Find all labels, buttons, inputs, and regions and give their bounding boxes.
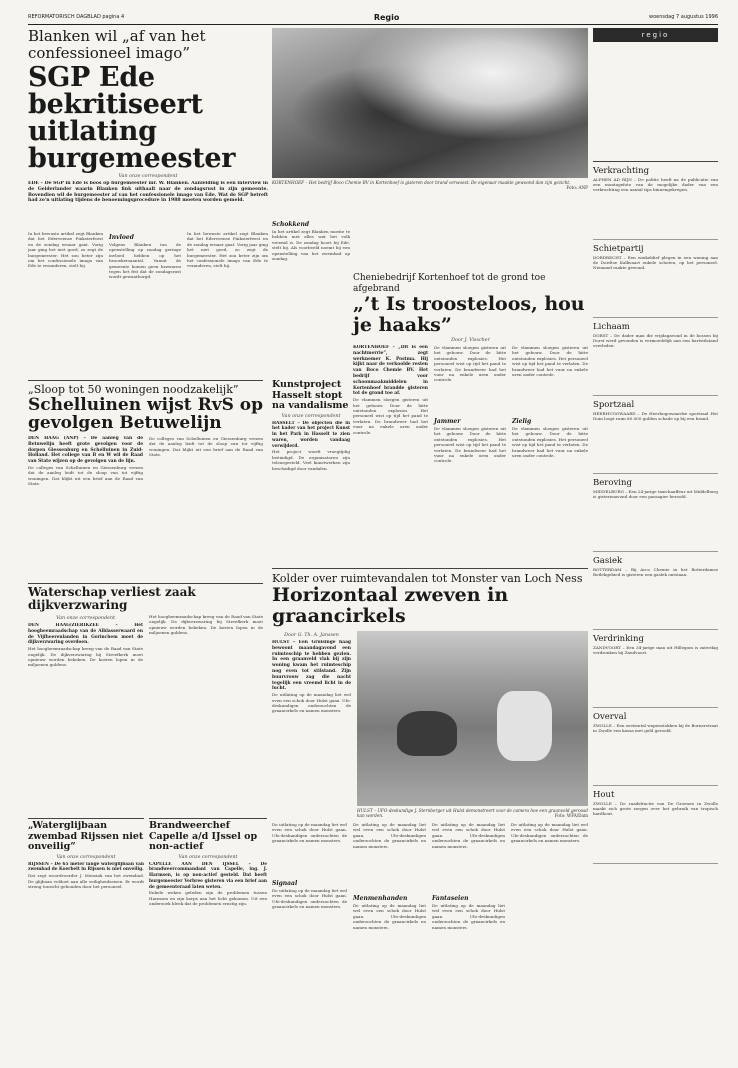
sgp-kicker: Blanken wil „af van het confessioneel imago” (28, 27, 206, 62)
hasselt-lead: HASSELT – De objecten die in het kader van het project Kunst in het Park in Hasselt te zien waren, worden vandaag verwijderd. (272, 420, 350, 449)
kolder-body-5: De uitlating op de maandag liet wel even een schok door Hulst gaan. Ufo-deskundigen onderzochten de graancirkels en namen monsters. (353, 903, 426, 930)
sgp-byline: Van onze correspondent (118, 174, 178, 179)
kolder-kicker: Kolder over ruimtevandalen tot Monster van Loch Ness (272, 572, 583, 585)
sidebar-item-body: DORDRECHT – Een winkeldief plegen in een woning aan de Dordtse Kalkvaart enkele schoten, op het personeel. Niemand raakte gewond. (593, 255, 718, 271)
sidebar (593, 28, 718, 1053)
kolder-sub-menmenhanden: Menmenhanden (353, 895, 408, 902)
chemie-body-2: De vlammen sloegen gisteren uit het gebouw. Door de hitte ontstonden explosies. Het personeel wist op tijd het pand te verlaten. De brandweer had het vuur na enkele uren onder controle. (434, 345, 506, 383)
fire-caption-text: KORTENHOEF – Het bedrijf Boco Chemie BV in Kortenhoef is gisteren door brand verwoest. De eigenaar maakte gewoond dan zijn gezicht. (272, 180, 571, 185)
kolder-body-2: De uitlating op de maandag liet wel even een schok door Hulst gaan. Ufo-deskundigen onderzochten de graancirkels en namen monsters. (272, 822, 347, 844)
schelluinen-lead: DEN HAAG (ANP) – De aanleg van de Betuwelijn heeft grote gevolgen voor de dorpen Giessenburg en Schelluinen in Zuid-Holland. Het college van B en W wil de Raad van State wijzen op de gevolgen van de lijn. (28, 436, 143, 465)
article-capelle (149, 818, 267, 1040)
top-photo-block (272, 112, 588, 190)
sidebar-item-body: DORST – De dader man die vrijdagavond in de bossen bij Dorst werd gevonden is vermoedelijk aan een hartstilstand overleden. (593, 333, 718, 349)
sidebar-item-title: Verdrinking (593, 634, 644, 644)
rijssen-headline: „Waterglijbaan zwembad Rijssen niet onveilig” (28, 820, 144, 852)
rijssen-body: Dat zegt woordvoerder J. Mensink van het zwembad. De glijbaan voldoet aan alle veiligheidseisen. Er wordt streng toezicht gehouden door het personeel. (28, 873, 144, 889)
sidebar-item-body: MIDDELBURG – Een 24-jarige taxichauffeur uit Middelburg is gisterenavond door een passagier beroofd. (593, 489, 718, 500)
chemie-kicker: Cheniebedrijf Kortenhoef tot de grond toe afgebrand (353, 273, 546, 294)
capelle-body: Enkele weken geleden zijn de problemen tussen Harmsen en zijn korps aan het licht gekomen. Uit een onderzoek bleek dat de problemen ernstig zijn. (149, 890, 267, 907)
kolder-lead: HULST – Een Gruisinge haag bewoont maandagavond een ruimteschip te hebben gezien. In een graanveld vlak bij zijn woning kwam het ruimteschip nog even tot stilstand. Zijn buurvrouw zag die nacht tegelijk een vreemd licht in de lucht. (272, 640, 351, 692)
kolder-body-7: De uitlating op de maandag liet wel even een schok door Hulst gaan. Ufo-deskundigen onderzochten de graancirkels en namen monsters. (432, 903, 505, 930)
hasselt-headline: Kunstproject Hasselt stopt na vandalisme (272, 379, 349, 411)
main-area (28, 28, 588, 1053)
schelluinen-headline: Schelluinen wijst RvS op gevolgen Betuwelijn (28, 395, 264, 433)
sidebar-item-title: Hout (593, 790, 615, 800)
sidebar-item-body: ROTTERDAM – Bij Arco Chemie in het Rotterdamse Botlekgebied is gisteren een gaslek ontstaan. (593, 567, 718, 578)
chemie-lead: KORTENHOEF – „Dit is een nachtmerrie”, zegt werknemer K. Postma. Hij kijkt naar de verkoolde resten van Boco Chemie BV. Het bedrijf voor schoonmaakmiddelen in Kortenhoef brandde gisteren tot de grond toe af. (353, 345, 428, 397)
chemie-body: De vlammen sloegen gisteren uit het gebouw. Door de hitte ontstonden explosies. Het personeel wist op tijd het pand te verlaten. De brandweer had het vuur na enkele uren onder controle. (353, 397, 428, 435)
ufo-photo-credit: Foto: WFA/Dam (554, 813, 588, 818)
header-section: Regio (373, 12, 400, 22)
capelle-byline: Van onze correspondent (178, 854, 238, 860)
fire-photo-credit: Foto: ANP (566, 185, 588, 190)
sidebar-item (593, 790, 718, 864)
sidebar-item-body: ZANDVOORT – Een 34-jarige man uit Hillegom is zaterdag verdronken bij Zandvoort. (593, 645, 718, 656)
article-rijssen (28, 818, 144, 1023)
header-paper-name: REFORMATORISCH DAGBLAD pagina 4 (28, 14, 125, 20)
sidebar-item-title: Schietpartij (593, 244, 644, 254)
waterschap-body: Het hoogheemraadschap kreeg van de Raad van State ongelijk. De dijkverzwaring bij Streefkerk moet opnieuw worden bekeken. De kosten lopen in de miljoenen guldens. (28, 646, 143, 668)
header-rule (28, 24, 718, 25)
chemie-sub-zielig: Zielig (512, 418, 532, 425)
kolder-sub-signaal: Signaal (272, 880, 298, 887)
ufo-photo-caption (357, 808, 588, 818)
waterschap-lead: DEN HAAG/ZIERIKZEE – Het hoogheemraadschap van de Alblasserwaard en de Vijfheerenlanden in Gorinchem moet de dijkverzwaring overdoen. (28, 623, 143, 646)
chemie-sub-jammer: Jammer (434, 418, 461, 425)
chemie-byline: Door J. Visscher (451, 338, 490, 343)
kolder-byline: Door G. Th. A. Janssen (284, 633, 339, 638)
sidebar-item (593, 556, 718, 630)
sidebar-item (593, 634, 718, 708)
sgp-sub-invloed: Invloed (109, 234, 134, 241)
kolder-body-4: De uitlating op de maandag liet wel even een schok door Hulst gaan. Ufo-deskundigen onderzochten de graancirkels en namen monsters. (353, 822, 426, 849)
sidebar-item (593, 400, 718, 474)
rijssen-lead: RIJSSEN – De 65 meter lange waterglijbaan van zwembad de Koerbelt in Rijssen is niet onveilig. (28, 861, 144, 873)
article-chemie (353, 273, 588, 517)
sidebar-item (593, 322, 718, 396)
article-kolder (272, 568, 588, 997)
article-sgp (28, 28, 268, 417)
fire-photo-caption (272, 180, 588, 190)
ufo-caption-text: HULST – UFO-deskundige J. Sternberger uit Hulst demonstreert voor de camera hoe een graanveld geroosd kan worden. (357, 808, 588, 818)
waterschap-headline: Waterschap verliest zaak dijkverzwaring (28, 585, 196, 612)
article-waterschap (28, 583, 263, 789)
sgp-lead: EDE – De SGP in Ede is boos op burgemeester mr. W. Blanken. Aanleiding is een interview in de Gelderlander waarin Blanken fink uithaalt naar de zondagsrust in zijn gemeente. Bovendien wil de burgemeester af van het confessionele imago van Ede. Wat de SGP betreft had zo'n uitlating tijdens de benoemingsprocedure in 1988 moeten worden gemeld. (28, 181, 268, 204)
chemie-body-4: De vlammen sloegen gisteren uit het gebouw. Door de hitte ontstonden explosies. Het personeel wist op tijd het pand te verlaten. De brandweer had het vuur na enkele uren onder controle. (512, 345, 588, 378)
capelle-lead: CAPELLE AAN DEN IJSSEL – De brandweercommandant van Capelle, ing. J. Harmsen, is op non-actief gesteld. Dat heeft burgemeester Verbree gisteren via een brief aan de gemeenteraad laten weten. (149, 861, 267, 890)
schokkend-body: In het artikel zegt Blanken moeite te hebben met alles wat het volk vreemd is. De zondag hoort bij Ede, stelt hij. Als voorbeeld noemt hij een openstelling van het zwembad op zondag. (272, 229, 350, 262)
waterschap-byline: Van onze correspondent (56, 616, 115, 621)
schokkend-sub: Schokkend (272, 221, 310, 228)
rijssen-byline: Van onze correspondent (56, 854, 116, 860)
hasselt-byline: Van onze correspondent (281, 413, 341, 419)
schelluinen-kicker: „Sloop tot 50 woningen noodzakelijk” (28, 383, 239, 396)
sgp-schokkend (272, 218, 350, 339)
schelluinen-body-2: De colleges van Schelluinen en Giessenburg vrezen dat de aanleg leidt tot de sloop van tot vijftig woningen. Dat blijkt uit een brief aan de Raad van State. (149, 436, 263, 458)
article-hasselt (272, 380, 350, 509)
sidebar-item (593, 478, 718, 552)
sgp-sub-body: Volgens Blanken ton de openstelling op zondag geringe invloed hebben op het bezoekersaantal. Vanuit de gemeente komen geen bezwaren tegen het feit dat de zondagsrust wordt gewaarborgd. (109, 242, 181, 280)
schelluinen-body: De colleges van Schelluinen en Giessenburg vrezen dat de aanleg leidt tot de sloop van tot vijftig woningen. Dat blijkt uit een brief aan de Raad van State. (28, 464, 143, 487)
sidebar-item-title: Verkrachting (593, 166, 650, 176)
header-date: woensdag 7 augustus 1996 (649, 14, 718, 20)
sidebar-item-title: Sportzaal (593, 400, 635, 410)
sidebar-item-body: HEERHUGOWAARD – De Heerhugowaardse sportzaal Het Duin loopt ruim 80.000 gulden schade op bij een brand. (593, 411, 718, 422)
kolder-body-3: De uitlating op de maandag liet wel even een schok door Hulst gaan. Ufo-deskundigen onderzochten de graancirkels en namen monsters. (272, 888, 347, 910)
sidebar-item (593, 712, 718, 786)
sgp-body-cont: In het bewuste artikel zegt Blanken dat het Ederveense Pinksterfeest en de zondag ernaar gaat. Vorig jaar ging het niet goed, zo zegt de burgemeester. Het zou beter zijn om het confessionele imago van Ede te veranderen, stelt hij. (187, 231, 268, 269)
hasselt-body: Het project wordt vroegtijdig beëindigd. De organisatoren zijn teleurgesteld. Veel kunstwerken zijn beschadigd door vandalen. (272, 449, 350, 471)
sgp-headline: SGP Ede bekritiseert uitlating burgemeester (28, 62, 236, 174)
chemie-body-3: De vlammen sloegen gisteren uit het gebouw. Door de hitte ontstonden explosies. Het personeel wist op tijd het pand te verlaten. De brandweer had het vuur na enkele uren onder controle. (434, 426, 506, 464)
sidebar-item-title: Gasiek (593, 556, 623, 566)
ufo-photo (357, 631, 588, 806)
sidebar-list (593, 166, 718, 864)
sidebar-item-body: ZWOLLE – De raadsfractie van De Groenen in Zwolle maakt zich grote zorgen over het gebruik van tropisch hardhout. (593, 801, 718, 817)
kolder-headline: Horizontaal zweven in graancirkels (272, 584, 509, 627)
page-header (28, 12, 718, 22)
chemie-body-5: De vlammen sloegen gisteren uit het gebouw. Door de hitte ontstonden explosies. Het personeel wist op tijd het pand te verlaten. De brandweer had het vuur na enkele uren onder controle. (512, 426, 588, 459)
capelle-headline: Brandweerchef Capelle a/d IJssel op non-actief (149, 820, 258, 852)
sidebar-item-title: Lichaam (593, 322, 630, 332)
waterschap-body-2: Het hoogheemraadschap kreeg van de Raad van State ongelijk. De dijkverzwaring bij Streefkerk moet opnieuw worden bekeken. De kosten lopen in de miljoenen guldens. (149, 614, 263, 636)
sgp-body: In het bewuste artikel zegt Blanken dat het Ederveense Pinksterfeest en de zondag ernaar gaat. Vorig jaar ging het niet goed, zo zegt de burgemeester. Het zou beter zijn om het confessionele imago van Ede te veranderen, stelt hij. (28, 231, 103, 269)
newspaper-page (28, 12, 718, 1057)
article-schelluinen (28, 380, 263, 586)
fire-photo (272, 28, 588, 178)
sidebar-banner: regio (593, 28, 718, 42)
sidebar-item-title: Beroving (593, 478, 632, 488)
kolder-body: De uitlating op de maandag liet wel even een schok door Hulst gaan. Ufo-deskundigen onderzochten de graancirkels en namen monsters. (272, 692, 351, 714)
sidebar-spacer (593, 42, 718, 162)
kolder-sub-fantaseien: Fantaseien (432, 895, 469, 902)
sidebar-item (593, 166, 718, 240)
sidebar-item-title: Overval (593, 712, 627, 722)
sidebar-item-body: ZWOLLE – Een zestiental wapenstokken bij de Bornerstraat in Zwolle een kassa met geld geroofd. (593, 723, 718, 734)
kolder-body-8: De uitlating op de maandag liet wel even een schok door Hulst gaan. Ufo-deskundigen onderzochten de graancirkels en namen monsters. (511, 822, 588, 844)
chemie-headline: „’t Is troosteloos, hou je haaks” (353, 293, 585, 336)
sidebar-item (593, 244, 718, 318)
kolder-body-6: De uitlating op de maandag liet wel even een schok door Hulst gaan. Ufo-deskundigen onderzochten de graancirkels en namen monsters. (432, 822, 505, 849)
sidebar-item-body: ALPHEN AD RIJN – De politie heeft na de publicatie van een montagefoto van de mogelijke dader van een verkrachting een aantal tips binnengekregen. (593, 177, 718, 193)
